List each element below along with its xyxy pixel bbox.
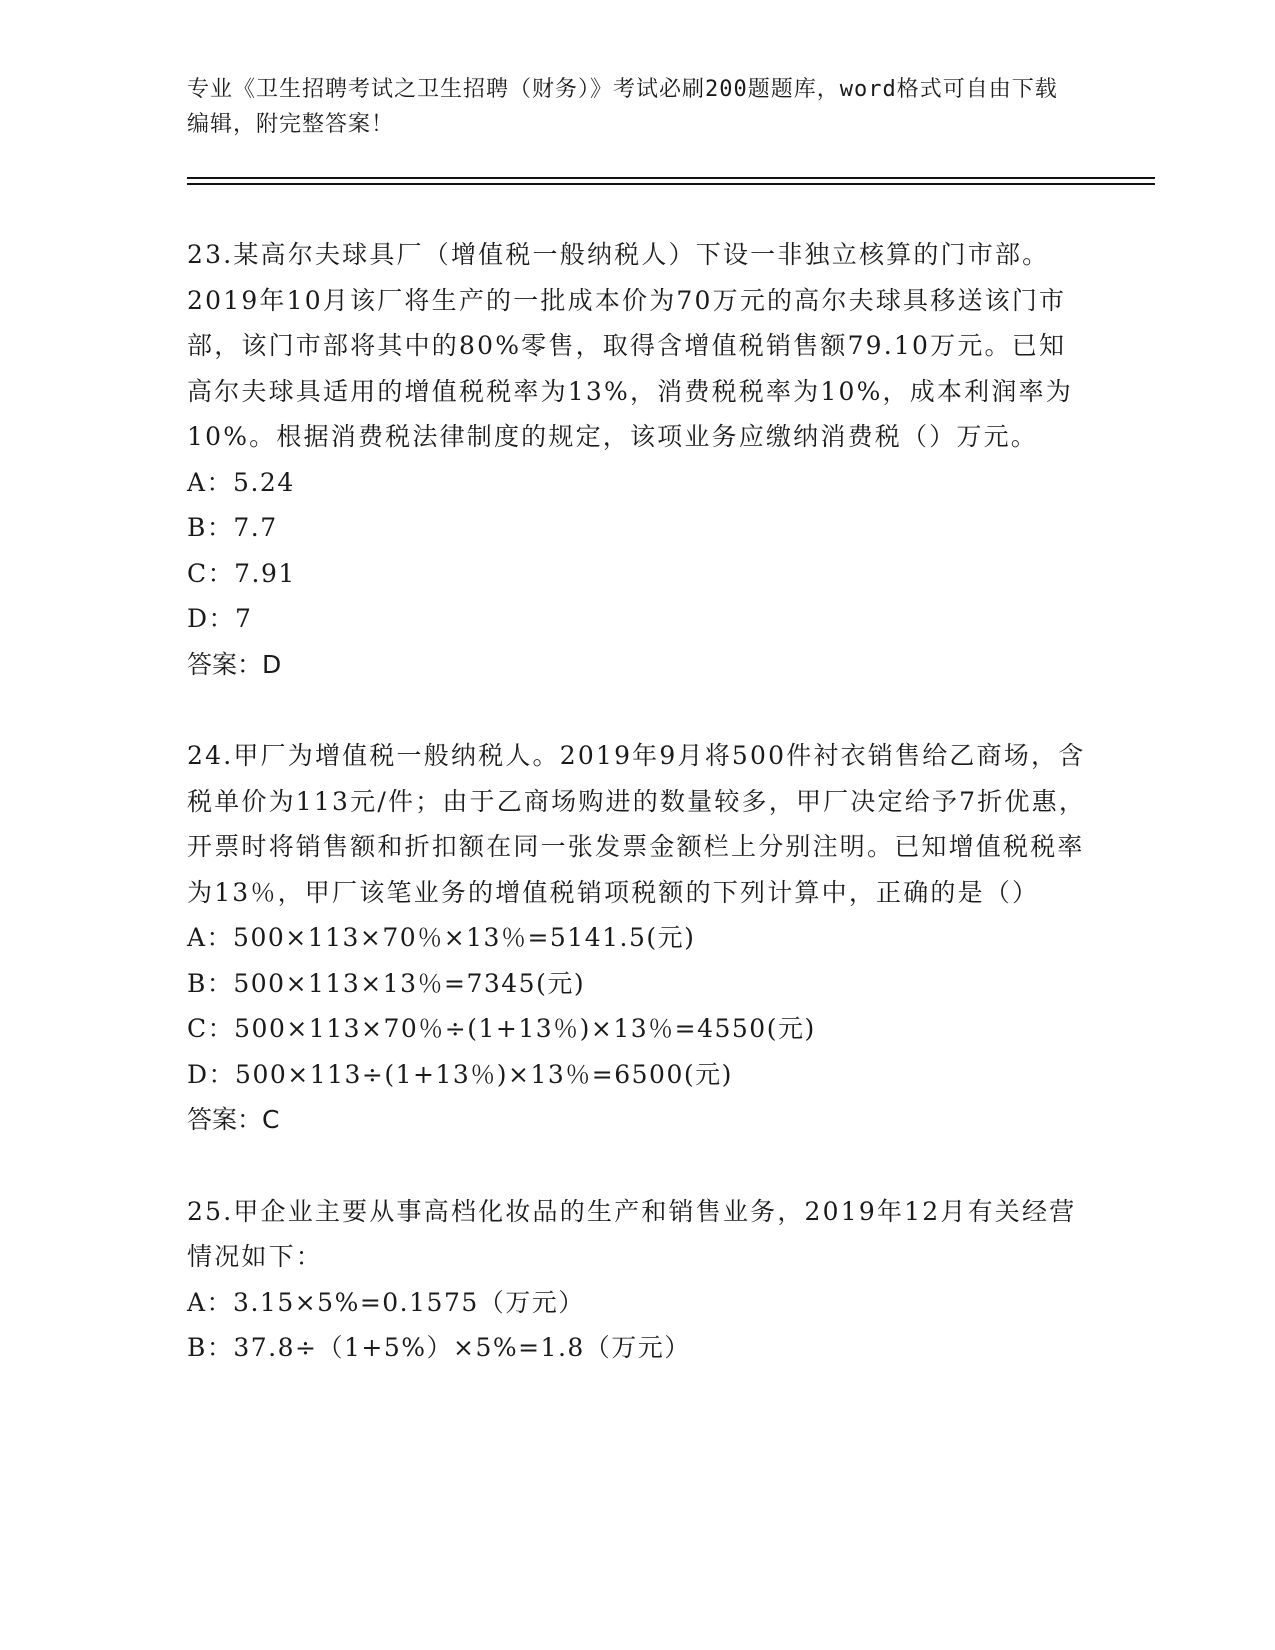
answer-line: 答案：C [187,1105,280,1134]
option-b: B：37.8÷（1+5%）×5%=1.8（万元） [187,1333,691,1362]
option-d: D：7 [187,604,253,633]
option-a: A：500×113×70％×13％=5141.5(元) [187,923,696,952]
option-b: B：7.7 [187,513,278,542]
header-divider-bottom [187,183,1155,185]
option-c: C：500×113×70％÷(1+13％)×13％=4550(元) [187,1014,816,1043]
question-stem: 24.甲厂为增值税一般纳税人。2019年9月将500件衬衣销售给乙商场，含税单价为113元/件；由于乙商场购进的数量较多，甲厂决定给予7折优惠，开票时将销售额和折扣额在同一张发票金额栏上分别注明。已知增值税税率为13％，甲厂该笔业务的增值税销项税额的下列计算中，正确的是（） [187,741,1087,907]
header-divider-top [187,177,1155,179]
question-24 [187,733,1087,1143]
answer-line: 答案：D [187,649,282,679]
option-d: D：500×113÷(1+13％)×13％=6500(元) [187,1059,733,1089]
option-b: B：500×113×13％=7345(元) [187,968,586,998]
option-a: A：3.15×5%=0.1575（万元） [187,1287,585,1317]
option-c: C：7.91 [187,558,296,588]
document-header: 专业《卫生招聘考试之卫生招聘（财务）》考试必刷200题题库，word格式可自由下载编辑，附完整答案！ [187,77,1058,137]
question-list [187,232,1087,1417]
option-a: A：5.24 [187,467,295,497]
question-stem: 23.某高尔夫球具厂（增值税一般纳税人）下设一非独立核算的门市部。2019年10月该厂将生产的一批成本价为70万元的高尔夫球具移送该门市部，该门市部将其中的80%零售，取得含增值税销售额79.10万元。已知高尔夫球具适用的增值税税率为13%，消费税税率为10%，成本利润率为10%。根据消费税法律制度的规定，该项业务应缴纳消费税（）万元。 [187,240,1073,451]
question-25 [187,1189,1087,1371]
question-stem: 25.甲企业主要从事高档化妆品的生产和销售业务，2019年12月有关经营情况如下： [187,1196,1077,1271]
question-23 [187,232,1087,687]
